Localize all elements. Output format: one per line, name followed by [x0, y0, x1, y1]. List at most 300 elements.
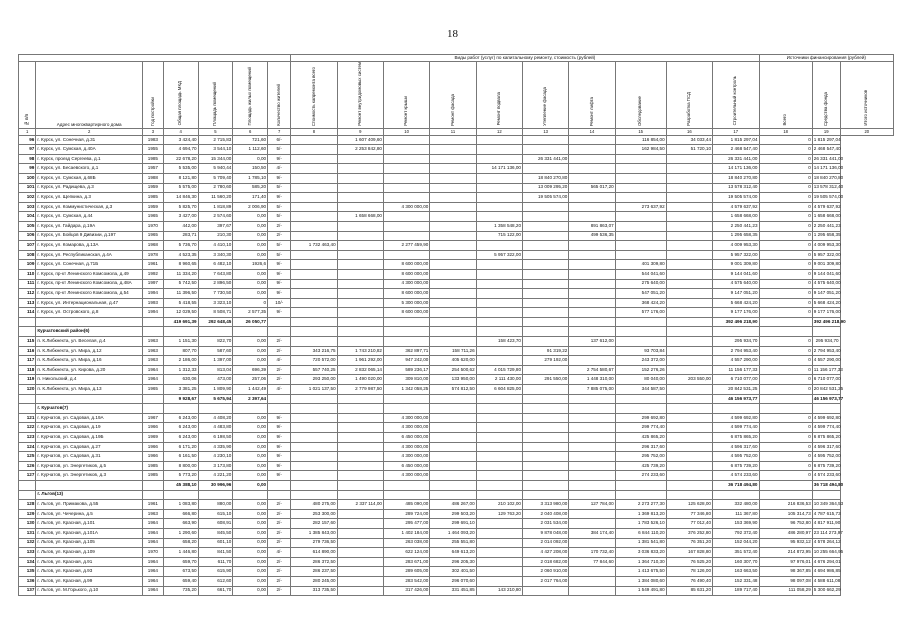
row-number: 108 — [19, 250, 36, 260]
row-cell — [337, 308, 383, 318]
row-cell: 2/- — [268, 576, 291, 586]
row-cell — [615, 480, 666, 490]
row-cell: 4 599 774,40 — [812, 423, 840, 433]
row-cell: 295 934,70 — [812, 337, 840, 347]
row-cell: 143 210,80 — [476, 586, 522, 596]
table-row — [19, 135, 894, 145]
row-number: 119 — [19, 375, 36, 385]
row-cell: 2/- — [268, 567, 291, 577]
row-cell — [383, 154, 429, 164]
row-cell: 392 496 218,90 — [812, 317, 840, 327]
row-cell — [198, 327, 233, 337]
row-number: 118 — [19, 365, 36, 375]
row-cell: 7 885 075,00 — [569, 385, 615, 395]
row-cell: 4 230,10 — [198, 452, 233, 462]
row-cell — [523, 231, 569, 241]
row-cell: 0,00 — [233, 557, 268, 567]
row-cell: 9/- — [268, 279, 291, 289]
row-cell — [569, 480, 615, 490]
row-cell: 85 631,20 — [666, 586, 712, 596]
row-cell — [430, 413, 476, 423]
row-cell — [666, 289, 712, 299]
row-cell: 273 637,92 — [615, 202, 666, 212]
column-header: Ремонт внутридомовых систем — [337, 62, 383, 129]
row-number: 112 — [19, 289, 36, 299]
row-cell — [430, 298, 476, 308]
row-address: г. Курск, ул. Островского, д.8 — [36, 308, 143, 318]
table-row — [19, 173, 894, 183]
row-cell: 0 — [759, 193, 812, 203]
row-cell: 8 800,00 — [163, 461, 198, 471]
section-row — [19, 327, 894, 337]
row-cell: 203 550,00 — [666, 375, 712, 385]
row-cell: 282 157,60 — [291, 519, 337, 529]
row-number: 135 — [19, 567, 36, 577]
row-cell — [569, 567, 615, 577]
row-cell: 0 — [759, 375, 812, 385]
row-address: г. Курск, проезд Сергеева, д.1 — [36, 154, 143, 164]
row-cell: 9/- — [268, 471, 291, 481]
table-row — [19, 548, 894, 558]
row-address: п. К.Либкнехта, ул. Кирова, д.20 — [36, 365, 143, 375]
row-cell: 425 739,20 — [615, 461, 666, 471]
row-cell: 214 872,95 — [759, 548, 812, 558]
row-cell: 9 001 309,80 — [812, 260, 840, 270]
row-cell: 8 600 000,00 — [383, 269, 429, 279]
row-cell: 5 957 322,00 — [812, 250, 840, 260]
row-cell: 14 171 136,00 — [812, 164, 840, 174]
row-cell — [615, 327, 666, 337]
row-cell — [430, 212, 476, 222]
row-cell — [383, 183, 429, 193]
row-cell — [430, 471, 476, 481]
row-cell: 720 572,00 — [291, 356, 337, 366]
row-cell: 263 038,00 — [383, 538, 429, 548]
row-cell — [523, 135, 569, 145]
table-row — [19, 567, 894, 577]
row-cell: 1 743 210,82 — [337, 346, 383, 356]
row-cell — [291, 308, 337, 318]
row-cell — [666, 183, 712, 193]
row-cell: 3 323,10 — [198, 298, 233, 308]
row-cell: 2 060 910,00 — [523, 567, 569, 577]
row-cell: 9 147 051,20 — [812, 289, 840, 299]
row-cell: 2/- — [268, 557, 291, 567]
row-cell — [383, 173, 429, 183]
row-cell: 0,00 — [233, 509, 268, 519]
row-year: 1964 — [142, 519, 163, 529]
row-cell — [615, 164, 666, 174]
row-number: 137 — [19, 586, 36, 596]
row-cell — [615, 404, 666, 414]
row-cell — [666, 298, 712, 308]
row-cell — [759, 490, 812, 500]
row-address: г. Льгов, ул. М.Горького, д.10 — [36, 586, 143, 596]
row-cell: 9/- — [268, 461, 291, 471]
row-cell — [291, 394, 337, 404]
table-row — [19, 202, 894, 212]
row-cell — [523, 269, 569, 279]
column-number: 20 — [840, 128, 893, 135]
row-address — [36, 480, 143, 490]
row-cell: 332 480,00 — [713, 500, 760, 510]
row-cell — [291, 461, 337, 471]
column-header: Площадь помещений — [198, 62, 233, 129]
row-cell: 0 — [759, 202, 812, 212]
row-cell — [291, 221, 337, 231]
column-header: Разработка ПСД — [666, 62, 712, 129]
row-cell: 891 863,07 — [569, 221, 615, 231]
row-year: 1965 — [142, 385, 163, 395]
row-cell: 8 600 000,00 — [383, 308, 429, 318]
row-cell: 0,00 — [233, 337, 268, 347]
row-year: 1994 — [142, 289, 163, 299]
row-cell — [569, 241, 615, 251]
section-row — [19, 404, 894, 414]
row-cell: 283 542,00 — [383, 576, 429, 586]
row-cell: 152 276,26 — [615, 365, 666, 375]
table-row — [19, 452, 894, 462]
row-cell: 0 — [759, 413, 812, 423]
row-cell: 0,00 — [233, 528, 268, 538]
row-cell: 5/- — [268, 202, 291, 212]
row-cell: 2/- — [268, 538, 291, 548]
row-cell: 210,30 — [198, 231, 233, 241]
row-cell: 116 854,00 — [615, 135, 666, 145]
row-cell: 735,20 — [163, 586, 198, 596]
row-cell: 4 575 640,00 — [812, 279, 840, 289]
row-cell — [666, 394, 712, 404]
row-cell — [666, 279, 712, 289]
column-header: Год постройки — [142, 62, 163, 129]
row-cell: 442,00 — [163, 221, 198, 231]
row-cell: 9/- — [268, 289, 291, 299]
row-cell: 425 865,20 — [615, 433, 666, 443]
row-address: г. Курск, пр-кт Ленинского Комсомола, д.48А — [36, 279, 143, 289]
row-cell — [337, 164, 383, 174]
row-cell — [569, 327, 615, 337]
row-cell — [666, 202, 712, 212]
table-row — [19, 538, 894, 548]
column-number: 17 — [713, 128, 760, 135]
row-cell — [337, 433, 383, 443]
row-number: 121 — [19, 413, 36, 423]
row-cell: 1 397,00 — [198, 356, 233, 366]
column-number: 10 — [383, 128, 429, 135]
row-cell: 0,00 — [233, 241, 268, 251]
row-cell: 111 367,80 — [713, 509, 760, 519]
row-cell: 0,00 — [233, 586, 268, 596]
row-cell: 51 720,10 — [666, 145, 712, 155]
row-cell — [476, 461, 522, 471]
row-cell: 34 033,44 — [666, 135, 712, 145]
row-cell — [615, 317, 666, 327]
row-cell — [615, 241, 666, 251]
row-address: г. Курск, ул. Интернациональная, д.47 — [36, 298, 143, 308]
row-cell: 11 560,20 — [198, 193, 233, 203]
row-number: 129 — [19, 509, 36, 519]
row-cell: 574 812,50 — [430, 385, 476, 395]
row-cell — [476, 317, 522, 327]
row-cell — [523, 385, 569, 395]
row-cell — [476, 519, 522, 529]
row-cell — [291, 490, 337, 500]
row-cell — [569, 202, 615, 212]
row-cell: 137 612,00 — [569, 337, 615, 347]
row-cell — [337, 260, 383, 270]
table-row — [19, 298, 894, 308]
row-cell — [291, 298, 337, 308]
row-cell: 0 — [759, 461, 812, 471]
row-cell: 76 525,20 — [666, 557, 712, 567]
row-cell: 1 815 297,04 — [713, 135, 760, 145]
column-header: Ремонт крыши — [383, 62, 429, 129]
row-cell — [523, 250, 569, 260]
row-cell: 0 — [759, 279, 812, 289]
row-cell: 153 369,90 — [713, 519, 760, 529]
row-cell — [430, 394, 476, 404]
row-cell: 0,00 — [233, 413, 268, 423]
row-cell: 5/- — [268, 212, 291, 222]
row-cell: 1 783 526,10 — [615, 519, 666, 529]
row-cell: 4 557 290,00 — [812, 356, 840, 366]
row-cell — [523, 260, 569, 270]
row-year: 1988 — [142, 173, 163, 183]
row-cell: 129 763,20 — [476, 509, 522, 519]
row-cell: 4 595 752,00 — [812, 452, 840, 462]
row-number — [19, 394, 36, 404]
row-cell: 0 — [233, 298, 268, 308]
row-year: 1967 — [142, 413, 163, 423]
row-cell: 5/- — [268, 241, 291, 251]
row-cell — [476, 433, 522, 443]
row-cell — [666, 231, 712, 241]
row-cell: 0 — [759, 260, 812, 270]
row-cell: 4 694 986,85 — [812, 567, 840, 577]
row-cell: 2/- — [268, 500, 291, 510]
row-cell: 299 774,40 — [615, 423, 666, 433]
row-cell — [569, 442, 615, 452]
table-row — [19, 346, 894, 356]
row-cell — [476, 298, 522, 308]
row-cell: 11 156 177,33 — [713, 365, 760, 375]
row-cell: 659,70 — [163, 557, 198, 567]
row-cell — [523, 586, 569, 596]
table-row — [19, 337, 894, 347]
table-body — [19, 135, 894, 596]
row-cell: 4 787 615,73 — [812, 509, 840, 519]
row-number: 98 — [19, 154, 36, 164]
row-address: г. Курск, ул. Бойцов 9 Дивизии, д.197 — [36, 231, 143, 241]
row-cell: 9 144 041,60 — [812, 269, 840, 279]
row-year: 1966 — [142, 423, 163, 433]
row-cell: 77 346,80 — [666, 509, 712, 519]
row-cell: 76 490,40 — [666, 576, 712, 586]
row-cell — [337, 586, 383, 596]
row-cell: 36 718 494,80 — [812, 480, 840, 490]
row-cell — [430, 173, 476, 183]
row-cell — [337, 394, 383, 404]
row-number: 96 — [19, 135, 36, 145]
row-cell — [523, 461, 569, 471]
row-cell: 163 663,50 — [713, 567, 760, 577]
row-cell: 9/- — [268, 154, 291, 164]
row-number: 122 — [19, 423, 36, 433]
row-cell: 4 599 692,80 — [812, 413, 840, 423]
row-address: г. Льгов, ул. Красная, д.93 — [36, 567, 143, 577]
row-cell — [337, 404, 383, 414]
row-cell: 0 — [759, 173, 812, 183]
row-cell — [666, 423, 712, 433]
column-number: 2 — [36, 128, 143, 135]
row-cell — [291, 145, 337, 155]
row-cell: 80 040,00 — [615, 375, 666, 385]
row-cell: 127 784,00 — [569, 500, 615, 510]
row-cell — [569, 404, 615, 414]
row-cell — [430, 337, 476, 347]
row-cell — [337, 173, 383, 183]
row-cell — [666, 385, 712, 395]
row-cell: 76 351,20 — [666, 538, 712, 548]
row-cell — [569, 576, 615, 586]
row-cell — [476, 308, 522, 318]
row-year: 1964 — [142, 528, 163, 538]
row-cell: 587,60 — [198, 346, 233, 356]
table-row — [19, 423, 894, 433]
row-cell: 0 — [759, 433, 812, 443]
row-cell: 2 715,83 — [198, 135, 233, 145]
row-cell — [476, 183, 522, 193]
row-number: 120 — [19, 385, 36, 395]
row-cell: 4 009 953,30 — [812, 241, 840, 251]
row-cell: 1 658 668,00 — [713, 212, 760, 222]
row-cell: 1 732 463,40 — [291, 241, 337, 251]
row-cell: 98 367,85 — [759, 567, 812, 577]
row-cell — [430, 221, 476, 231]
row-number — [19, 480, 36, 490]
row-cell: 2 832 065,14 — [337, 365, 383, 375]
column-number: 8 — [291, 128, 337, 135]
row-number: 99 — [19, 164, 36, 174]
row-cell — [337, 241, 383, 251]
row-cell — [569, 308, 615, 318]
table-row — [19, 586, 894, 596]
row-cell — [569, 173, 615, 183]
row-cell: 279 192,00 — [523, 356, 569, 366]
row-cell — [713, 404, 760, 414]
row-cell: 343 216,75 — [291, 346, 337, 356]
row-cell — [430, 317, 476, 327]
row-cell — [713, 490, 760, 500]
row-number: 114 — [19, 308, 36, 318]
row-cell — [383, 327, 429, 337]
row-cell — [383, 394, 429, 404]
row-cell: 158 711,26 — [430, 346, 476, 356]
row-cell: 5/- — [268, 250, 291, 260]
row-cell: 3 173,80 — [198, 461, 233, 471]
row-cell: 4 483,80 — [198, 423, 233, 433]
row-cell: 2/- — [268, 519, 291, 529]
row-cell: 649 613,20 — [430, 548, 476, 558]
row-number — [19, 490, 36, 500]
row-cell: 4 574 233,60 — [713, 471, 760, 481]
row-cell: 1 369 813,20 — [615, 509, 666, 519]
row-cell — [430, 145, 476, 155]
row-cell — [383, 404, 429, 414]
table-row — [19, 375, 894, 385]
row-cell — [476, 241, 522, 251]
row-cell — [291, 423, 337, 433]
row-cell — [476, 260, 522, 270]
row-cell: 3 427,00 — [163, 212, 198, 222]
row-cell: 296 317,60 — [615, 442, 666, 452]
row-cell: 295 934,70 — [713, 337, 760, 347]
column-header: Адрес многоквартирного дома — [36, 62, 143, 129]
row-cell: 20 842 531,25 — [713, 385, 760, 395]
row-cell: 4 574 233,60 — [812, 471, 840, 481]
row-cell: 46 156 973,77 — [713, 394, 760, 404]
row-cell: 2/- — [268, 586, 291, 596]
table-row — [19, 260, 894, 270]
row-cell: 615,10 — [198, 509, 233, 519]
row-cell — [476, 346, 522, 356]
row-cell — [812, 490, 840, 500]
row-cell — [569, 509, 615, 519]
row-cell: 1 083,80 — [163, 500, 198, 510]
row-year: 1985 — [142, 471, 163, 481]
row-cell — [476, 423, 522, 433]
row-number: 127 — [19, 471, 36, 481]
row-cell — [337, 567, 383, 577]
row-cell: 1 818,89 — [198, 202, 233, 212]
row-cell — [569, 413, 615, 423]
column-number: 3 — [142, 128, 163, 135]
row-cell — [337, 519, 383, 529]
row-cell — [233, 404, 268, 414]
column-number: 5 — [198, 128, 233, 135]
row-year — [142, 394, 163, 404]
row-cell: 6 450 000,00 — [383, 461, 429, 471]
row-number: 103 — [19, 202, 36, 212]
row-cell: 1 358 548,20 — [476, 221, 522, 231]
row-cell: 947 242,00 — [383, 356, 429, 366]
row-year: 1978 — [142, 250, 163, 260]
row-year: 1964 — [142, 586, 163, 596]
row-cell: 4 596 317,60 — [713, 442, 760, 452]
row-address: г. Льгов, ул. Красная, д.101 — [36, 519, 143, 529]
row-cell — [291, 279, 337, 289]
row-cell — [666, 212, 712, 222]
row-cell: 9/- — [268, 173, 291, 183]
row-cell — [615, 193, 666, 203]
row-cell: 1 112,60 — [233, 145, 268, 155]
table-row — [19, 231, 894, 241]
row-cell: 4/- — [268, 548, 291, 558]
row-number: 128 — [19, 500, 36, 510]
row-cell: 1 490 020,00 — [337, 375, 383, 385]
table-row — [19, 365, 894, 375]
row-cell: 4 599 774,40 — [713, 423, 760, 433]
row-cell — [268, 480, 291, 490]
row-cell — [569, 519, 615, 529]
row-cell: 1 295 658,35 — [812, 231, 840, 241]
row-cell — [615, 394, 666, 404]
row-cell: 715 122,00 — [476, 231, 522, 241]
row-cell — [476, 145, 522, 155]
row-cell — [569, 356, 615, 366]
column-number: 15 — [615, 128, 666, 135]
row-cell: 1 312,33 — [163, 365, 198, 375]
